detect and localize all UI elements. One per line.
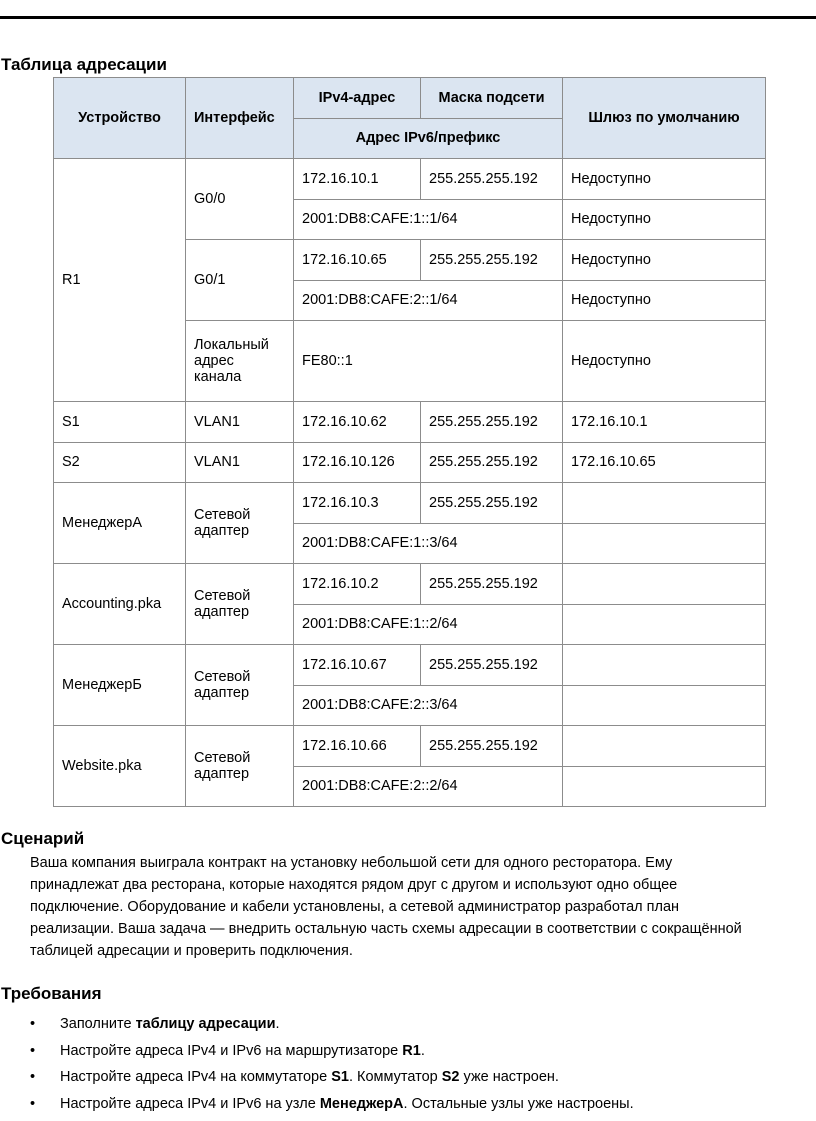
bullet: •: [30, 1069, 36, 1086]
table-row: [54, 442, 766, 483]
header-ipv4: IPv4-адрес: [294, 78, 421, 119]
cell-ipv6: 2001:DB8:CAFE:1::1/64: [294, 199, 563, 240]
table-row: [54, 483, 766, 524]
bullet: •: [30, 1096, 36, 1113]
cell-ipv4: 172.16.10.62: [294, 402, 421, 443]
table-row: [54, 564, 766, 605]
cell-gateway-empty: [563, 523, 766, 564]
cell-interface: Сетевой адаптер: [186, 726, 294, 807]
cell-gateway-empty: [563, 564, 766, 605]
header-gateway: Шлюз по умолчанию: [563, 78, 766, 159]
table-row: [54, 645, 766, 686]
cell-device: Website.pka: [54, 726, 186, 807]
cell-ipv4: 172.16.10.67: [294, 645, 421, 686]
list-item: • Настройте адреса IPv4 и IPv6 на узле МенеджерА. Остальные узлы уже настроены.: [30, 1096, 634, 1113]
cell-mask: 255.255.255.192: [421, 240, 563, 281]
table-row: [54, 402, 766, 443]
cell-ipv6: 2001:DB8:CAFE:2::3/64: [294, 685, 563, 726]
cell-interface: Сетевой адаптер: [186, 564, 294, 645]
header-device: Устройство: [54, 78, 186, 159]
cell-gateway: Недоступно: [563, 240, 766, 281]
bullet: •: [30, 1042, 36, 1059]
requirements-heading: Требования: [1, 984, 102, 1003]
scenario-heading: Сценарий: [1, 829, 85, 848]
cell-device: МенеджерБ: [54, 645, 186, 726]
bullet: •: [30, 1016, 36, 1032]
cell-interface: VLAN1: [186, 402, 294, 443]
cell-ipv4: 172.16.10.65: [294, 240, 421, 281]
cell-mask: 255.255.255.192: [421, 159, 563, 200]
cell-gateway-empty: [563, 645, 766, 686]
cell-device: S1: [54, 402, 186, 443]
cell-interface: Сетевой адаптер: [186, 483, 294, 564]
cell-ipv4: 172.16.10.66: [294, 726, 421, 767]
cell-device: Accounting.pka: [54, 564, 186, 645]
cell-interface: G0/1: [186, 240, 294, 321]
cell-mask: 255.255.255.192: [421, 483, 563, 524]
cell-mask: 255.255.255.192: [421, 726, 563, 767]
cell-ipv4: 172.16.10.3: [294, 483, 421, 524]
cell-interface: Сетевой адаптер: [186, 645, 294, 726]
cell-interface: Локальный адрес канала: [186, 321, 294, 402]
cell-gateway-empty: [563, 766, 766, 807]
cell-ipv4: 172.16.10.2: [294, 564, 421, 605]
cell-gateway-empty: [563, 726, 766, 767]
requirements-list: [30, 1014, 634, 1121]
cell-ipv4: 172.16.10.126: [294, 442, 421, 483]
list-item: • Настройте адреса IPv4 и IPv6 на маршрутизаторе R1.: [30, 1042, 425, 1059]
cell-gateway: 172.16.10.65: [563, 442, 766, 483]
list-item: • Заполните таблицу адресации.: [30, 1016, 280, 1032]
header-row: [54, 78, 766, 119]
cell-ipv6: 2001:DB8:CAFE:2::2/64: [294, 766, 563, 807]
scenario-text: Ваша компания выиграла контракт на установку небольшой сети для одного ресторатора. Ему принадлежат два ресторана, которые находятся рядом друг с другом и используют одно общее подключение. Оборудование и кабели установлены, а сетевой администратор разработал план реализации. Ваша задача — внедрить остальную часть схемы адресации в соответствии с сокращённой таблицей адресации и проверить подключения.: [30, 855, 742, 959]
cell-gateway-empty: [563, 604, 766, 645]
cell-gateway: 172.16.10.1: [563, 402, 766, 443]
header-mask: Маска подсети: [421, 78, 563, 119]
table-row: [54, 159, 766, 200]
cell-device: R1: [54, 159, 186, 402]
top-rule: [0, 16, 816, 19]
cell-ipv6: 2001:DB8:CAFE:1::2/64: [294, 604, 563, 645]
cell-mask: 255.255.255.192: [421, 402, 563, 443]
cell-gateway: Недоступно: [563, 159, 766, 200]
list-item: • Настройте адреса IPv4 на коммутаторе S1. Коммутатор S2 уже настроен.: [30, 1069, 559, 1086]
cell-interface: VLAN1: [186, 442, 294, 483]
cell-gateway: Недоступно: [563, 199, 766, 240]
cell-gateway-empty: [563, 483, 766, 524]
cell-mask: 255.255.255.192: [421, 564, 563, 605]
cell-mask: 255.255.255.192: [421, 645, 563, 686]
header-interface: Интерфейс: [186, 78, 294, 159]
cell-device: МенеджерА: [54, 483, 186, 564]
cell-link-local: FE80::1: [294, 321, 563, 402]
cell-gateway-empty: [563, 685, 766, 726]
addressing-table: [53, 77, 766, 807]
cell-device: S2: [54, 442, 186, 483]
cell-gateway: Недоступно: [563, 321, 766, 402]
cell-interface: G0/0: [186, 159, 294, 240]
cell-ipv6: 2001:DB8:CAFE:2::1/64: [294, 280, 563, 321]
cell-ipv6: 2001:DB8:CAFE:1::3/64: [294, 523, 563, 564]
cell-mask: 255.255.255.192: [421, 442, 563, 483]
header-ipv6: Адрес IPv6/префикс: [294, 118, 563, 159]
addressing-table-title: Таблица адресации: [1, 55, 167, 74]
cell-gateway: Недоступно: [563, 280, 766, 321]
table-row: [54, 726, 766, 767]
cell-ipv4: 172.16.10.1: [294, 159, 421, 200]
